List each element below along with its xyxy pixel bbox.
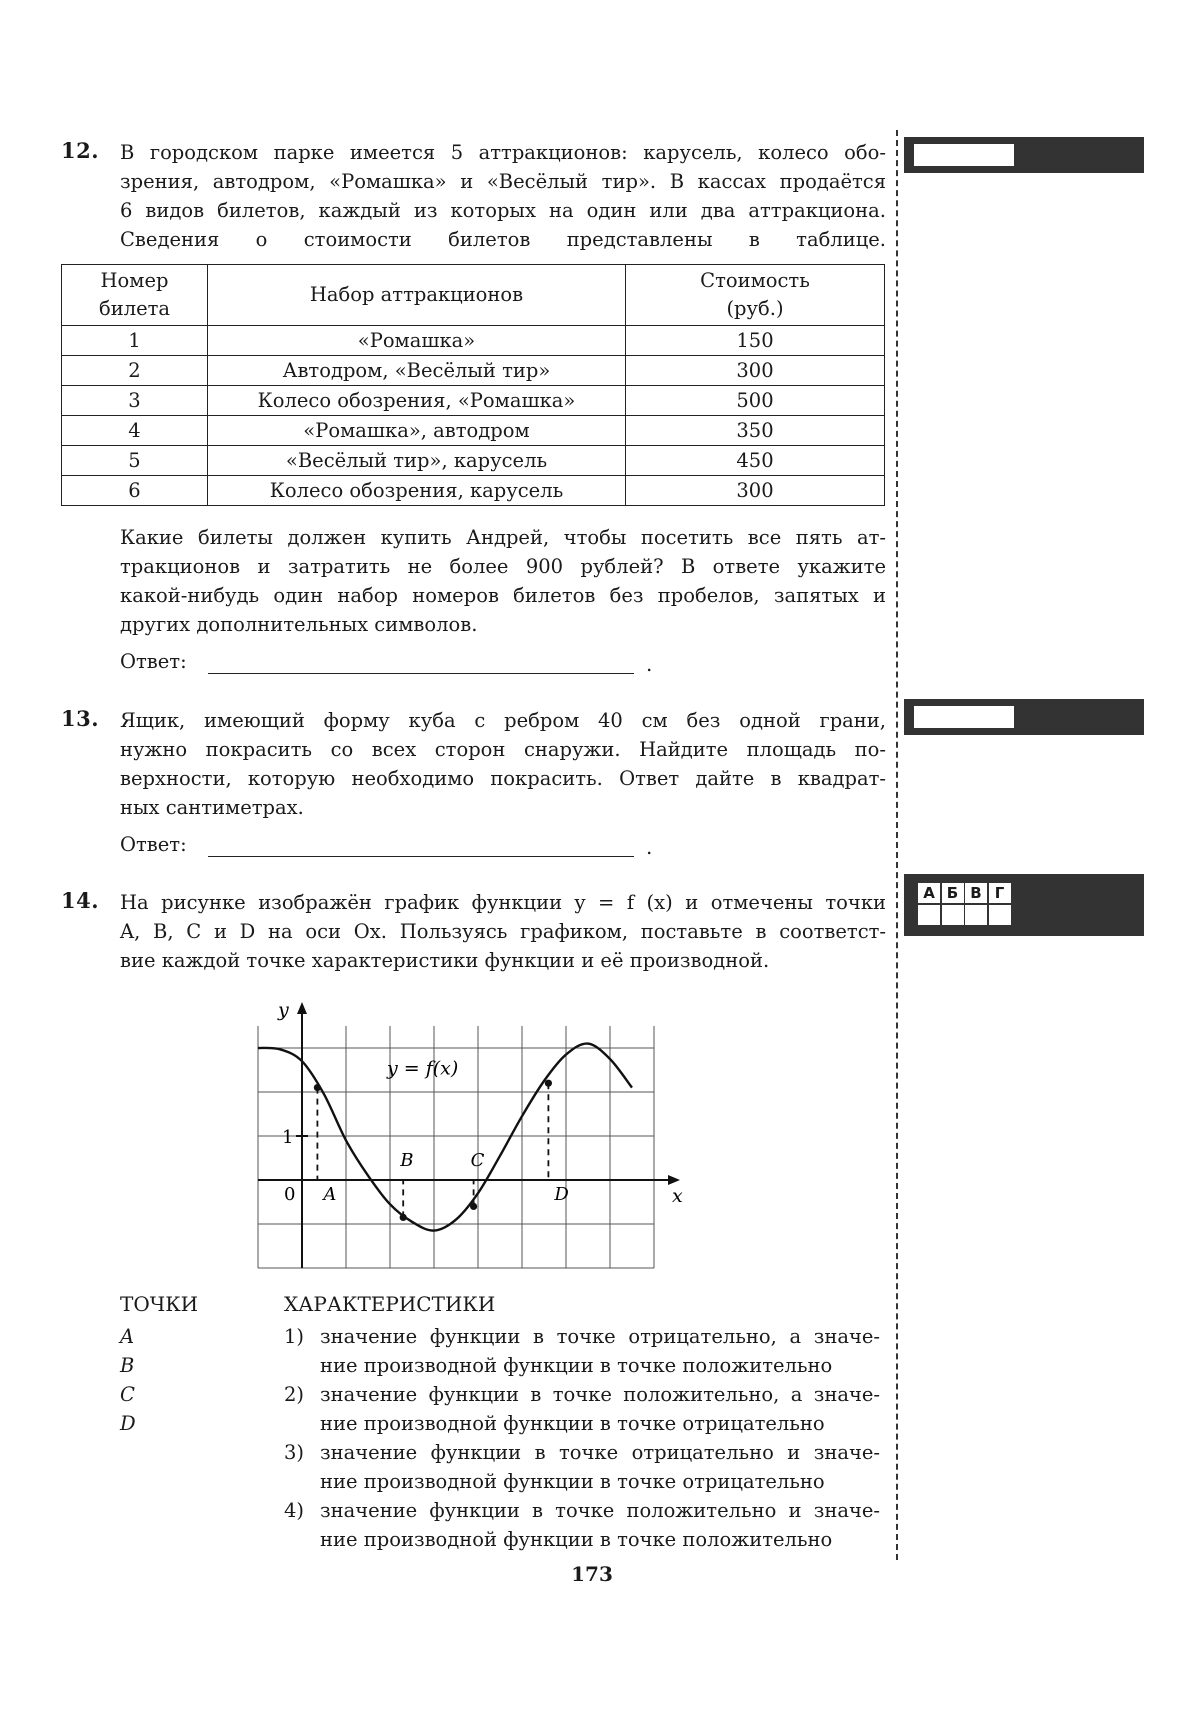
characteristic-line: ние производной функции в точке положительно xyxy=(320,1354,833,1377)
grid-letter-b: Б xyxy=(940,882,965,904)
table-row: 1 «Ромашка» 150 xyxy=(62,326,885,356)
characteristic-1 xyxy=(284,1322,884,1380)
points-header: ТОЧКИ xyxy=(120,1292,199,1316)
q12-question-line: тракционов и затратить не более 900 рублей? В ответе укажите xyxy=(120,555,886,578)
y-axis-arrow xyxy=(297,1002,307,1014)
q12-line: зрения, автодром, «Ромашка» и «Весёлый тир». В кассах продаётся xyxy=(120,170,886,193)
x-axis-arrow xyxy=(668,1175,680,1185)
q13-line: Ящик, имеющий форму куба с ребром 40 см без одной грани, xyxy=(120,709,886,732)
characteristic-line: значение функции в точке положительно и значе- xyxy=(320,1499,880,1522)
point-label-d: D xyxy=(120,1412,136,1435)
characteristic-line: ние производной функции в точке отрицательно xyxy=(320,1412,825,1435)
q12-number: 12. xyxy=(61,138,100,163)
q13-answer-label: Ответ: xyxy=(120,833,187,856)
header-attractions: Набор аттракционов xyxy=(208,265,626,326)
axis-point-label-a: A xyxy=(323,1184,337,1205)
tickets-table xyxy=(61,264,885,506)
grid-cell-b[interactable] xyxy=(940,904,965,926)
q12-question xyxy=(120,523,886,639)
axis-point-label-c: C xyxy=(470,1150,485,1171)
table-row: 4 «Ромашка», автодром 350 xyxy=(62,416,885,446)
q14-line: На рисунке изображён график функции y = f (x) и отмечены точки xyxy=(120,891,886,914)
answer-grid-cells[interactable] xyxy=(918,904,1012,926)
graph-point-a xyxy=(314,1084,321,1091)
characteristic-number: 2) xyxy=(284,1383,305,1406)
q12-question-line: других дополнительных символов. xyxy=(120,613,478,636)
q12-text xyxy=(120,138,886,254)
answer-box-14 xyxy=(904,874,1144,936)
q12-answer-input[interactable] xyxy=(208,673,634,674)
q14-text xyxy=(120,888,886,975)
answer-box-13 xyxy=(904,699,1144,735)
q13-answer-input[interactable] xyxy=(208,856,634,857)
axis-point-label-b: B xyxy=(400,1150,414,1171)
table-row: 6 Колесо обозрения, карусель 300 xyxy=(62,476,885,506)
q12-line: Сведения о стоимости билетов представлены в таблице. xyxy=(120,228,886,251)
q14-line: вие каждой точке характеристики функции и её производной. xyxy=(120,949,770,972)
characteristic-number: 4) xyxy=(284,1499,305,1522)
characteristic-4 xyxy=(284,1496,884,1554)
q13-text xyxy=(120,706,886,822)
q12-answer-label: Ответ: xyxy=(120,650,187,673)
answer-box-12-field[interactable] xyxy=(914,144,1014,166)
q13-line: нужно покрасить со всех сторон снаружи. Найдите площадь по- xyxy=(120,738,886,761)
q14-number: 14. xyxy=(61,888,100,913)
q14-line: A, B, C и D на оси Ox. Пользуясь графиком, поставьте в соответст- xyxy=(120,920,886,943)
grid-cell-g[interactable] xyxy=(987,904,1012,926)
table-row: 3 Колесо обозрения, «Ромашка» 500 xyxy=(62,386,885,416)
answer-box-12 xyxy=(904,137,1144,173)
table-row: 5 «Весёлый тир», карусель 450 xyxy=(62,446,885,476)
q12-line: 6 видов билетов, каждый из которых на один или два аттракциона. xyxy=(120,199,886,222)
grid-letter-a: А xyxy=(917,882,942,904)
graph-point-b xyxy=(400,1214,407,1221)
table-row: 2 Автодром, «Весёлый тир» 300 xyxy=(62,356,885,386)
table-header-row xyxy=(62,265,885,326)
q13-line: ных сантиметрах. xyxy=(120,796,304,819)
answer-box-13-field[interactable] xyxy=(914,706,1014,728)
q12-question-line: какой-нибудь один набор номеров билетов без пробелов, запятых и xyxy=(120,584,886,607)
grid-letter-g: Г xyxy=(987,882,1012,904)
characteristics-header: ХАРАКТЕРИСТИКИ xyxy=(284,1292,496,1316)
origin-label: 0 xyxy=(284,1184,296,1205)
characteristic-line: значение функции в точке положительно, а значе- xyxy=(320,1383,880,1406)
characteristic-line: ние производной функции в точке отрицательно xyxy=(320,1470,825,1493)
page-number: 173 xyxy=(571,1562,613,1586)
q13-number: 13. xyxy=(61,706,100,731)
y-unit-label: 1 xyxy=(282,1127,294,1148)
graph-point-d xyxy=(545,1080,552,1087)
grid-cell-v[interactable] xyxy=(964,904,989,926)
point-label-c: C xyxy=(120,1383,135,1406)
q12-answer-dot: . xyxy=(646,652,653,676)
points-list xyxy=(120,1322,136,1438)
characteristic-3 xyxy=(284,1438,884,1496)
characteristic-line: значение функции в точке отрицательно, а значе- xyxy=(320,1325,880,1348)
graph-point-c xyxy=(470,1203,477,1210)
axis-point-label-d: D xyxy=(554,1184,569,1205)
answer-grid-header xyxy=(918,882,1012,904)
grid-letter-v: В xyxy=(964,882,989,904)
x-axis-label: x xyxy=(672,1185,683,1207)
function-graph xyxy=(240,985,683,1275)
graph-title: y = f(x) xyxy=(387,1057,459,1080)
point-label-a: A xyxy=(120,1325,135,1348)
q13-line: верхности, которую необходимо покрасить. Ответ дайте в квадрат- xyxy=(120,767,886,790)
characteristic-line: ние производной функции в точке положительно xyxy=(320,1528,833,1551)
cut-line xyxy=(896,130,898,1560)
characteristic-number: 1) xyxy=(284,1325,305,1348)
y-axis-label: y xyxy=(278,999,289,1021)
point-label-b: B xyxy=(120,1354,135,1377)
q13-answer-dot: . xyxy=(646,835,653,859)
header-ticket-number: Номер билета xyxy=(62,265,208,326)
header-cost: Стоимость (руб.) xyxy=(626,265,885,326)
q12-question-line: Какие билеты должен купить Андрей, чтобы посетить все пять ат- xyxy=(120,526,886,549)
q12-line: В городском парке имеется 5 аттракционов: карусель, колесо обо- xyxy=(120,141,886,164)
characteristic-2 xyxy=(284,1380,884,1438)
characteristic-line: значение функции в точке отрицательно и значе- xyxy=(320,1441,880,1464)
characteristic-number: 3) xyxy=(284,1441,305,1464)
grid-cell-a[interactable] xyxy=(917,904,942,926)
